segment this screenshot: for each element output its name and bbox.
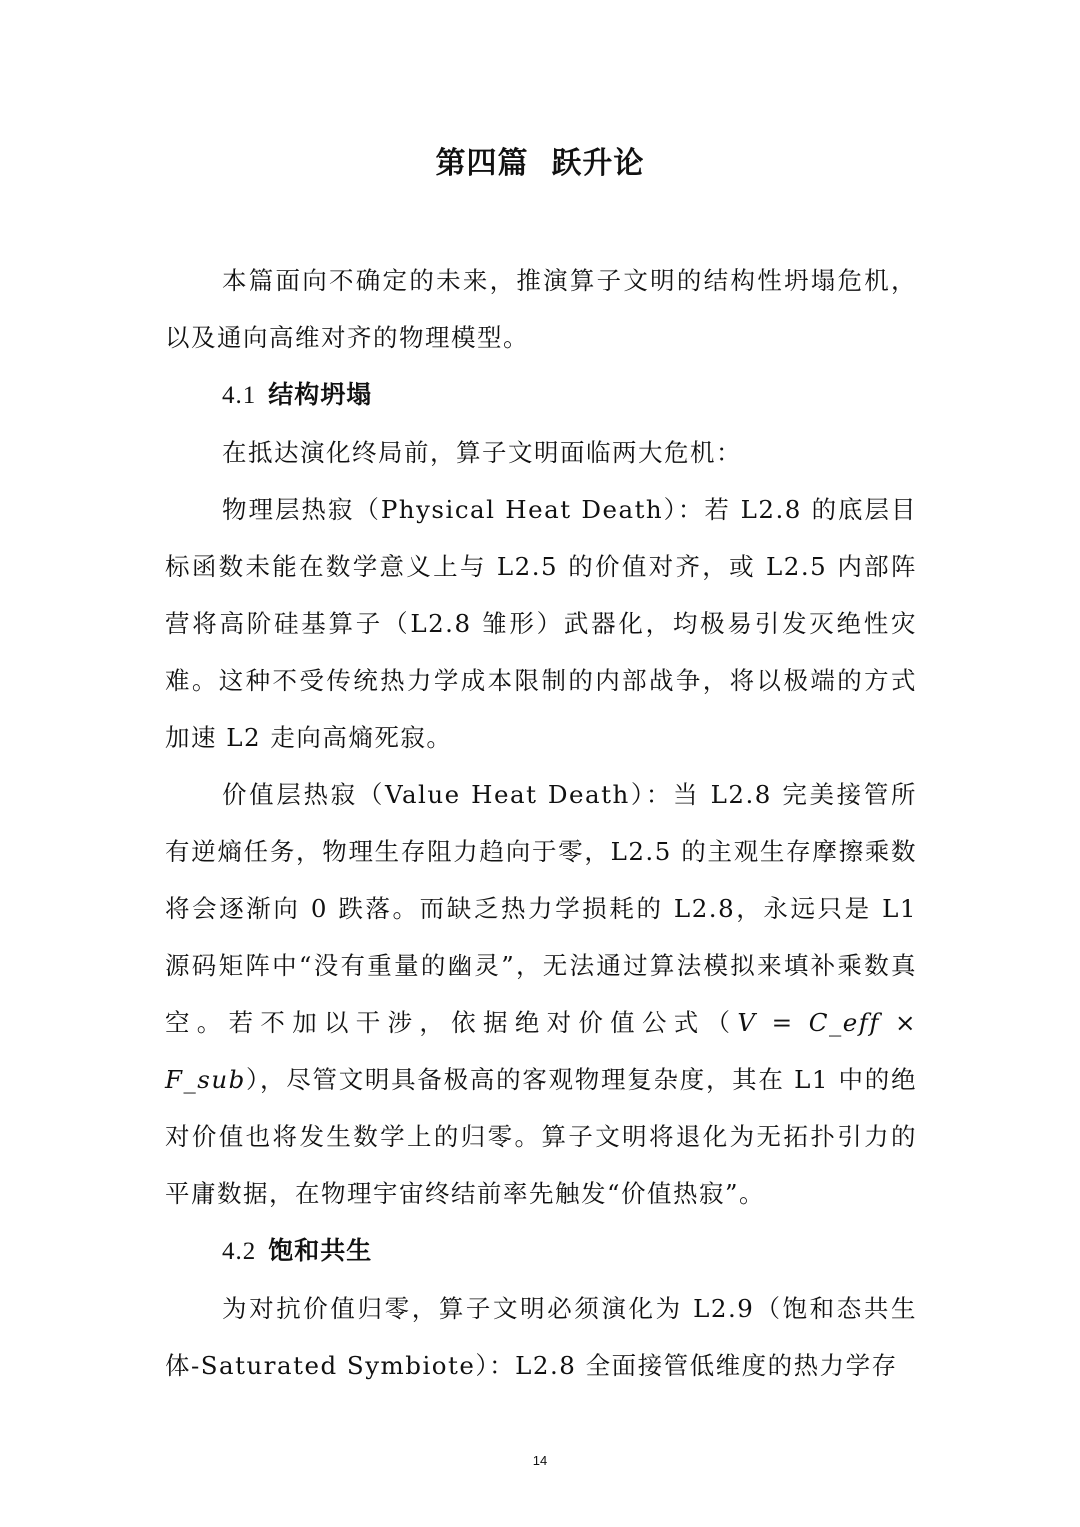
physical-heat-death-term: 物理层热寂（Physical Heat Death）： <box>222 495 705 524</box>
physical-heat-death-text: 若 L2.8 的底层目标函数未能在数学意义上与 L2.5 的价值对齐，或 L2.5 内部阵营将高阶硅基算子（L2.8 雏形）武器化，均极易引发灭绝性灾难。这种不受传统热力学成本限制的内部战争，将以极端的方式加速 L2 走向高熵死寂。 <box>165 495 917 752</box>
section-heading-4-2 <box>165 1222 917 1280</box>
value-heat-death-paragraph <box>165 766 917 1222</box>
section-heading-text: 结构坍塌 <box>268 380 373 409</box>
saturated-symbiote-paragraph: 为对抗价值归零，算子文明必须演化为 L2.9（饱和态共生体-Saturated Symbiote）：L2.8 全面接管低维度的热力学存 <box>165 1294 917 1380</box>
page-number: 14 <box>532 1453 548 1468</box>
page-body <box>165 252 917 1394</box>
section-heading-4-1 <box>165 366 917 424</box>
intro-paragraph: 本篇面向不确定的未来，推演算子文明的结构性坍塌危机，以及通向高维对齐的物理模型。 <box>165 266 917 352</box>
value-heat-death-term: 价值层热寂（Value Heat Death）： <box>222 780 674 809</box>
section-heading-text: 饱和共生 <box>268 1236 373 1265</box>
value-heat-death-text-2: ），尽管文明具备极高的客观物理复杂度，其在 L1 中的绝对价值也将发生数学上的归零。算子文明将退化为无拓扑引力的平庸数据，在物理宇宙终结前率先触发“价值热寂”。 <box>165 1065 917 1208</box>
physical-heat-death-paragraph <box>165 481 917 766</box>
chapter-title: 第四篇 跃升论 <box>435 146 645 181</box>
section-number: 4.2 <box>222 1238 257 1265</box>
section-number: 4.1 <box>222 382 257 409</box>
value-formula: V = C_eff × F_sub <box>165 1008 917 1094</box>
lead-paragraph: 在抵达演化终局前，算子文明面临两大危机： <box>222 438 742 467</box>
value-heat-death-text-1: 当 L2.8 完美接管所有逆熵任务，物理生存阻力趋向于零，L2.5 的主观生存摩擦乘数将会逐渐向 0 跌落。而缺乏热力学损耗的 L2.8，永远只是 L1 源码矩阵中“没有重量的幽灵”，无法通过算法模拟来填补乘数真空。若不加以干涉，依据绝对价值公式（ <box>165 780 917 1037</box>
